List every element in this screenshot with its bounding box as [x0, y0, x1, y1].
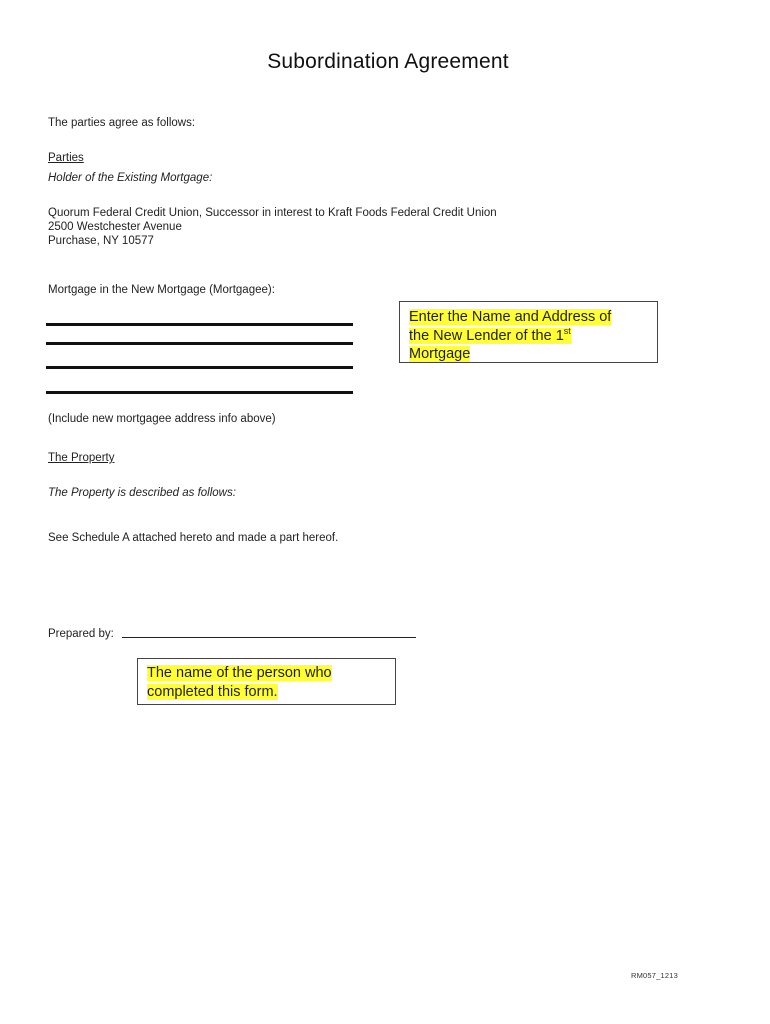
- page-title: Subordination Agreement: [267, 50, 509, 73]
- new-mortgagee-label: Mortgage in the New Mortgage (Mortgagee):: [48, 284, 275, 296]
- callout-superscript: st: [563, 325, 571, 336]
- existing-holder-label: Holder of the Existing Mortgage:: [48, 172, 213, 184]
- existing-holder-city: Purchase, NY 10577: [48, 235, 154, 247]
- preparer-callout-line-1: The name of the person who: [147, 665, 332, 681]
- callout-line-1: Enter the Name and Address of: [409, 309, 612, 325]
- property-heading: The Property: [48, 452, 115, 464]
- parties-heading: Parties: [48, 152, 84, 164]
- existing-holder-name: Quorum Federal Credit Union, Successor in interest to Kraft Foods Federal Credit Union: [48, 207, 497, 219]
- callout-line-2: the New Lender of the 1: [409, 327, 564, 344]
- mortgagee-address-line-1[interactable]: [46, 342, 353, 345]
- preparer-callout: [137, 658, 396, 705]
- existing-holder-street: 2500 Westchester Avenue: [48, 221, 182, 233]
- new-lender-callout-text: [409, 308, 611, 364]
- preparer-callout-line-2: completed this form.: [147, 683, 278, 700]
- property-label: The Property is described as follows:: [48, 487, 236, 499]
- new-lender-callout: [399, 301, 658, 363]
- form-code: RM057_1213: [630, 971, 678, 980]
- mortgagee-name-line[interactable]: [46, 323, 353, 326]
- preparer-callout-text: [147, 664, 332, 701]
- callout-line-3: Mortgage: [409, 346, 471, 362]
- mortgagee-address-line-3[interactable]: [46, 391, 353, 394]
- property-description: See Schedule A attached hereto and made a part hereof.: [48, 532, 339, 544]
- intro-text: The parties agree as follows:: [48, 117, 196, 129]
- new-mortgagee-note: (Include new mortgagee address info above): [48, 413, 276, 425]
- prepared-by-label: Prepared by:: [48, 628, 114, 640]
- prepared-by-line[interactable]: [122, 637, 416, 638]
- mortgagee-address-line-2[interactable]: [46, 366, 353, 369]
